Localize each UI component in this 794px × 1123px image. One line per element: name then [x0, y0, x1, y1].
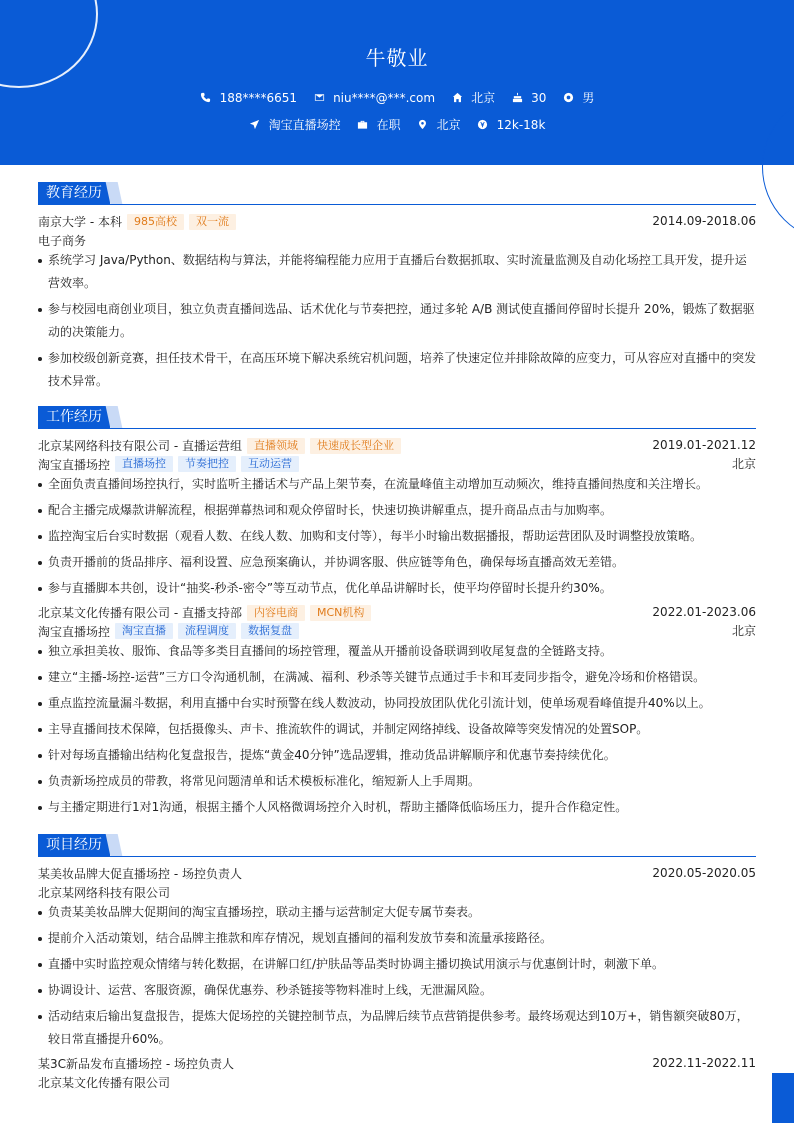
project-company-row	[38, 883, 756, 901]
project-company: 北京某文化传播有限公司	[38, 1075, 171, 1090]
list-item: 监控淘宝后台实时数据（观看人数、在线人数、加购和支付等），每半小时输出数据播报，帮助运营团队及时调整投放策略。	[38, 525, 756, 548]
job-role: 淘宝直播场控	[38, 457, 111, 472]
list-item: 全面负责直播间场控执行，实时监听主播话术与产品上架节奏，在流量峰值主动增加互动频次，维持直播间热度和关注增长。	[38, 473, 756, 496]
salary-text: 12k-18k	[496, 117, 546, 132]
school-tag: 985高校	[127, 214, 184, 230]
email-info	[313, 91, 435, 105]
mail-icon	[313, 92, 325, 104]
job-entry-head	[38, 436, 756, 455]
gender-text: 男	[582, 91, 595, 105]
job-bullets	[38, 473, 756, 600]
job-location: 北京	[731, 624, 756, 638]
company-name: 北京某文化传播有限公司 - 直播支持部	[38, 606, 242, 620]
projects-title: 项目经历	[38, 834, 110, 856]
gender-icon	[562, 92, 574, 104]
job-location: 北京	[731, 457, 756, 471]
age-text: 30	[531, 90, 547, 105]
education-title-bar	[38, 182, 756, 205]
phone-text: 188****6651	[219, 90, 298, 105]
school-name: 南京大学 - 本科	[38, 215, 122, 229]
education-section	[38, 182, 756, 396]
project-entry-head	[38, 1054, 756, 1073]
education-major-row	[38, 231, 756, 249]
list-item: 与主播定期进行1对1沟通，根据主播个人风格微调场控介入时机，帮助主播降低临场压力，提升合作稳定性。	[38, 796, 756, 819]
project-bullets	[38, 901, 756, 1051]
list-item: 参与校园电商创业项目，独立负责直播间选品、话术优化与节奏把控，通过多轮 A/B 测试使直播间停留时长提升 20%，锻炼了数据驱动的决策能力。	[38, 298, 756, 344]
list-item: 参与直播脚本共创，设计“抽奖-秒杀-密令”等互动节点，优化单品讲解时长，使平均停留时长提升约30%。	[38, 577, 756, 600]
send-icon	[249, 119, 261, 131]
company-name: 北京某网络科技有限公司 - 直播运营组	[38, 439, 242, 453]
job-date: 2019.01-2021.12	[652, 438, 756, 452]
age-info	[511, 91, 546, 105]
education-bullets	[38, 249, 756, 393]
list-item: 直播中实时监控观众情绪与转化数据，在讲解口红/护肤品等品类时协调主播切换试用演示与优惠倒计时，刺激下单。	[38, 953, 756, 976]
role-tag: 互动运营	[241, 456, 299, 472]
company-tag: MCN机构	[310, 605, 371, 621]
resume-header	[0, 0, 794, 165]
major-name: 电子商务	[38, 233, 87, 248]
job-role-row	[38, 622, 756, 640]
cake-icon	[511, 92, 523, 104]
list-item: 负责开播前的货品排序、福利设置、应急预案确认，并协调客服、供应链等角色，确保每场直播高效无差错。	[38, 551, 756, 574]
company-tag: 直播领域	[247, 438, 305, 454]
job-role-row	[38, 455, 756, 473]
briefcase-icon	[357, 119, 369, 131]
role-tag: 节奏把控	[178, 456, 236, 472]
project-company-row	[38, 1073, 756, 1091]
education-date: 2014.09-2018.06	[652, 214, 756, 228]
city-text: 北京	[471, 91, 496, 105]
education-entry-head	[38, 212, 756, 231]
status-info	[357, 116, 401, 133]
city-info	[451, 89, 495, 106]
salary-info	[477, 118, 546, 132]
project-date: 2022.11-2022.11	[652, 1056, 756, 1070]
job-entry-head	[38, 603, 756, 622]
target-job-text: 淘宝直播场控	[268, 118, 341, 132]
project-name: 某3C新品发布直播场控 - 场控负责人	[38, 1057, 234, 1071]
gender-info	[562, 89, 594, 106]
company-tag: 快速成长型企业	[310, 438, 401, 454]
role-tag: 直播场控	[115, 456, 173, 472]
status-text: 在职	[376, 118, 401, 132]
work-title-bar	[38, 406, 756, 429]
list-item: 配合主播完成爆款讲解流程，根据弹幕热词和观众停留时长，快速切换讲解重点，提升商品点击与加购率。	[38, 499, 756, 522]
list-item: 主导直播间技术保障，包括摄像头、声卡、推流软件的调试，并制定网络掉线、设备故障等突发情况的处置SOP。	[38, 718, 756, 741]
list-item: 负责新场控成员的带教，将常见问题清单和话术模板标准化，缩短新人上手周期。	[38, 770, 756, 793]
job-role: 淘宝直播场控	[38, 624, 111, 639]
candidate-name: 牛敬业	[365, 46, 429, 70]
project-date: 2020.05-2020.05	[652, 866, 756, 880]
list-item: 针对每场直播输出结构化复盘报告，提炼“黄金40分钟”选品逻辑，推动货品讲解顺序和优惠节奏持续优化。	[38, 744, 756, 767]
role-tag: 数据复盘	[241, 623, 299, 639]
contact-row-1	[0, 89, 794, 106]
email-text: niu****@***.com	[333, 90, 436, 105]
work-title: 工作经历	[38, 406, 110, 428]
money-icon	[477, 119, 489, 131]
decorative-block	[772, 1073, 794, 1123]
list-item: 提前介入活动策划，结合品牌主推款和库存情况，规划直播间的福利发放节奏和流量承接路径。	[38, 927, 756, 950]
target-job-info	[249, 116, 341, 133]
list-item: 重点监控流量漏斗数据，利用直播中台实时预警在线人数波动，协同投放团队优化引流计划，使单场观看峰值提升40%以上。	[38, 692, 756, 715]
role-tag: 流程调度	[178, 623, 236, 639]
list-item: 协调设计、运营、客服资源，确保优惠券、秒杀链接等物料准时上线，无泄漏风险。	[38, 979, 756, 1002]
list-item: 系统学习 Java/Python、数据结构与算法，并能将编程能力应用于直播后台数据抓取、实时流量监测及自动化场控工具开发，提升运营效率。	[38, 249, 756, 295]
role-tag: 淘宝直播	[115, 623, 173, 639]
job-bullets	[38, 640, 756, 819]
list-item: 参加校级创新竞赛，担任技术骨干，在高压环境下解决系统宕机问题，培养了快速定位并排除故障的应变力，可从容应对直播中的突发技术异常。	[38, 347, 756, 393]
contact-row-2	[0, 116, 794, 133]
target-city-info	[417, 116, 461, 133]
project-company: 北京某网络科技有限公司	[38, 885, 171, 900]
list-item: 建立“主播-场控-运营”三方口令沟通机制，在满减、福利、秒杀等关键节点通过手卡和耳麦同步指令，避免冷场和价格错误。	[38, 666, 756, 689]
school-tag: 双一流	[189, 214, 236, 230]
home-icon	[451, 92, 463, 104]
project-name: 某美妆品牌大促直播场控 - 场控负责人	[38, 867, 242, 881]
target-city-text: 北京	[436, 118, 461, 132]
work-section	[38, 406, 756, 822]
list-item: 独立承担美妆、服饰、食品等多类目直播间的场控管理，覆盖从开播前设备联调到收尾复盘的全链路支持。	[38, 640, 756, 663]
phone-icon	[200, 92, 212, 104]
list-item: 活动结束后输出复盘报告，提炼大促场控的关键控制节点，为品牌后续节点营销提供参考。最终场观达到10万+，销售额突破80万，较日常直播提升60%。	[38, 1005, 756, 1051]
list-item: 负责某美妆品牌大促期间的淘宝直播场控，联动主播与运营制定大促专属节奏表。	[38, 901, 756, 924]
project-entry-head	[38, 864, 756, 883]
job-date: 2022.01-2023.06	[652, 605, 756, 619]
company-tag: 内容电商	[247, 605, 305, 621]
phone-info	[200, 91, 297, 105]
projects-title-bar	[38, 834, 756, 857]
education-title: 教育经历	[38, 182, 110, 204]
projects-section	[38, 834, 756, 1091]
location-icon	[417, 119, 429, 131]
